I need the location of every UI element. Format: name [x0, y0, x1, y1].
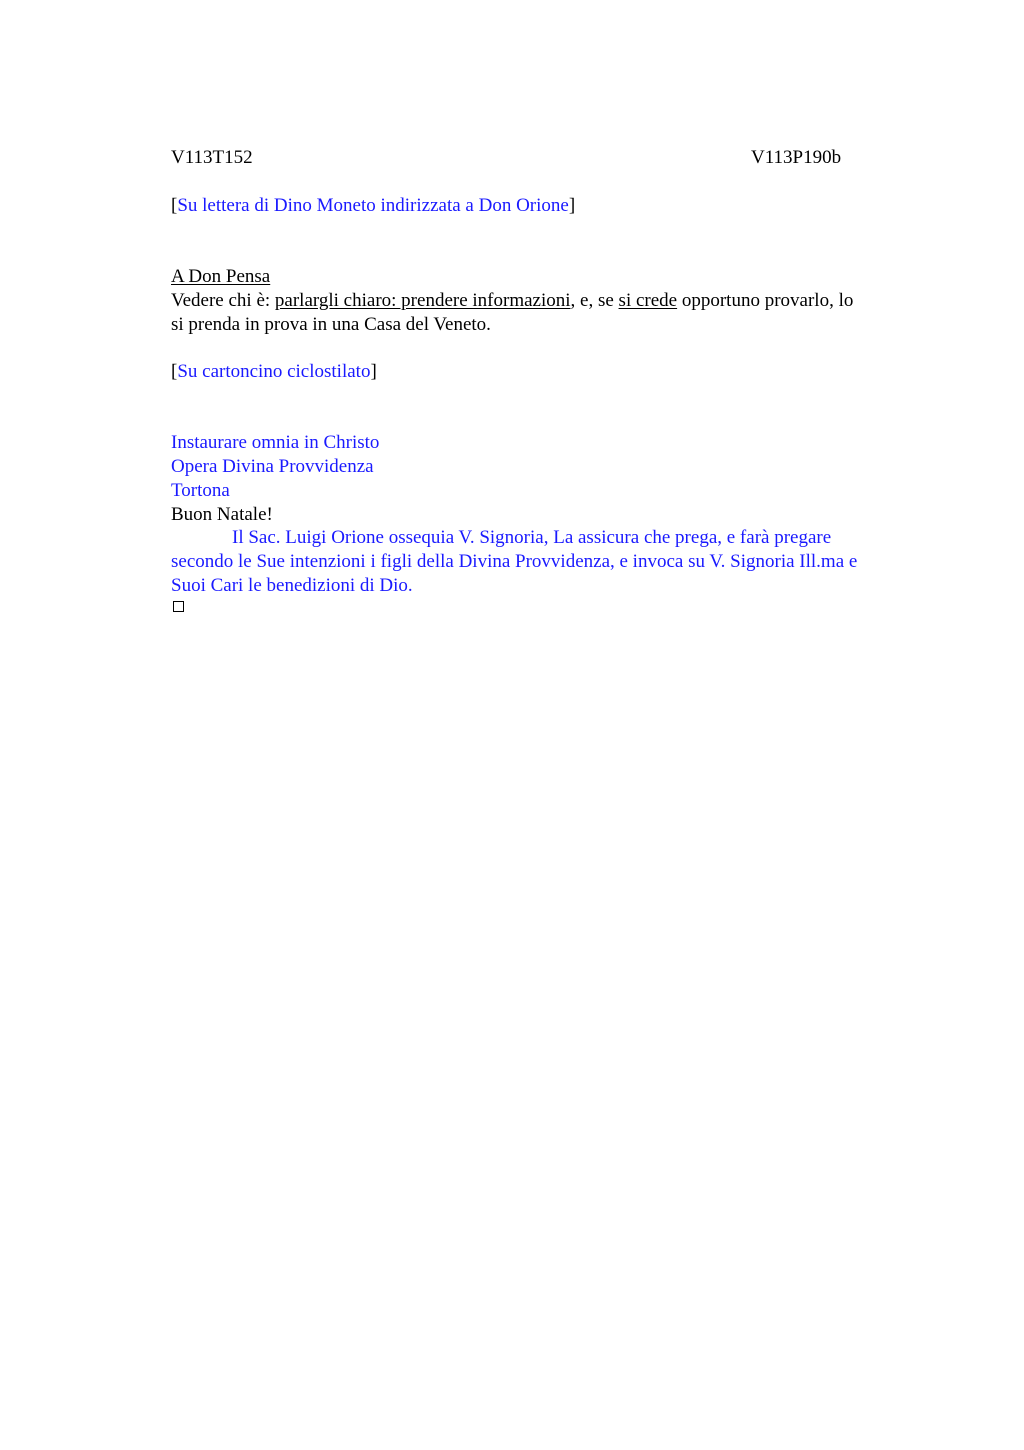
- editorial-note-card: [171, 360, 377, 384]
- letter-recipient: A Don Pensa: [171, 266, 271, 287]
- card-organization: Opera Divina Provvidenza: [171, 456, 374, 477]
- document-code-left: V113T152: [171, 147, 253, 168]
- bracket-open: [: [171, 195, 178, 216]
- letter-text: , e, se: [570, 290, 619, 311]
- letter-text: opportuno provarlo, lo: [677, 290, 854, 311]
- letter-underlined-text: si crede: [618, 290, 678, 311]
- bracket-close: ]: [370, 361, 377, 382]
- bracket-open: [: [171, 361, 178, 382]
- card-body-line-1: Il Sac. Luigi Orione ossequia V. Signoria, La assicura che prega, e farà pregare: [232, 527, 832, 548]
- letter-line-1: [171, 289, 853, 313]
- letter-text: Vedere chi è:: [171, 290, 275, 311]
- card-greeting: Buon Natale!: [171, 504, 273, 525]
- empty-box-icon: [173, 601, 184, 612]
- card-body-line-3: Suoi Cari le benedizioni di Dio.: [171, 575, 413, 596]
- editorial-note-text: Su cartoncino ciclostilato: [177, 361, 371, 382]
- document-code-right: V113P190b: [751, 147, 842, 168]
- card-body-line-2: secondo le Sue intenzioni i figli della Divina Provvidenza, e invoca su V. Signoria Ill.ma e: [171, 551, 858, 572]
- bracket-close: ]: [568, 195, 576, 216]
- letter-line-2: si prenda in prova in una Casa del Veneto.: [171, 314, 491, 335]
- editorial-note-letter: [171, 194, 575, 218]
- card-motto: Instaurare omnia in Christo: [171, 432, 380, 453]
- card-city: Tortona: [171, 480, 230, 501]
- editorial-note-text: Su lettera di Dino Moneto indirizzata a Don Orione: [177, 195, 569, 216]
- letter-underlined-text: parlargli chiaro: prendere informazioni: [274, 290, 571, 311]
